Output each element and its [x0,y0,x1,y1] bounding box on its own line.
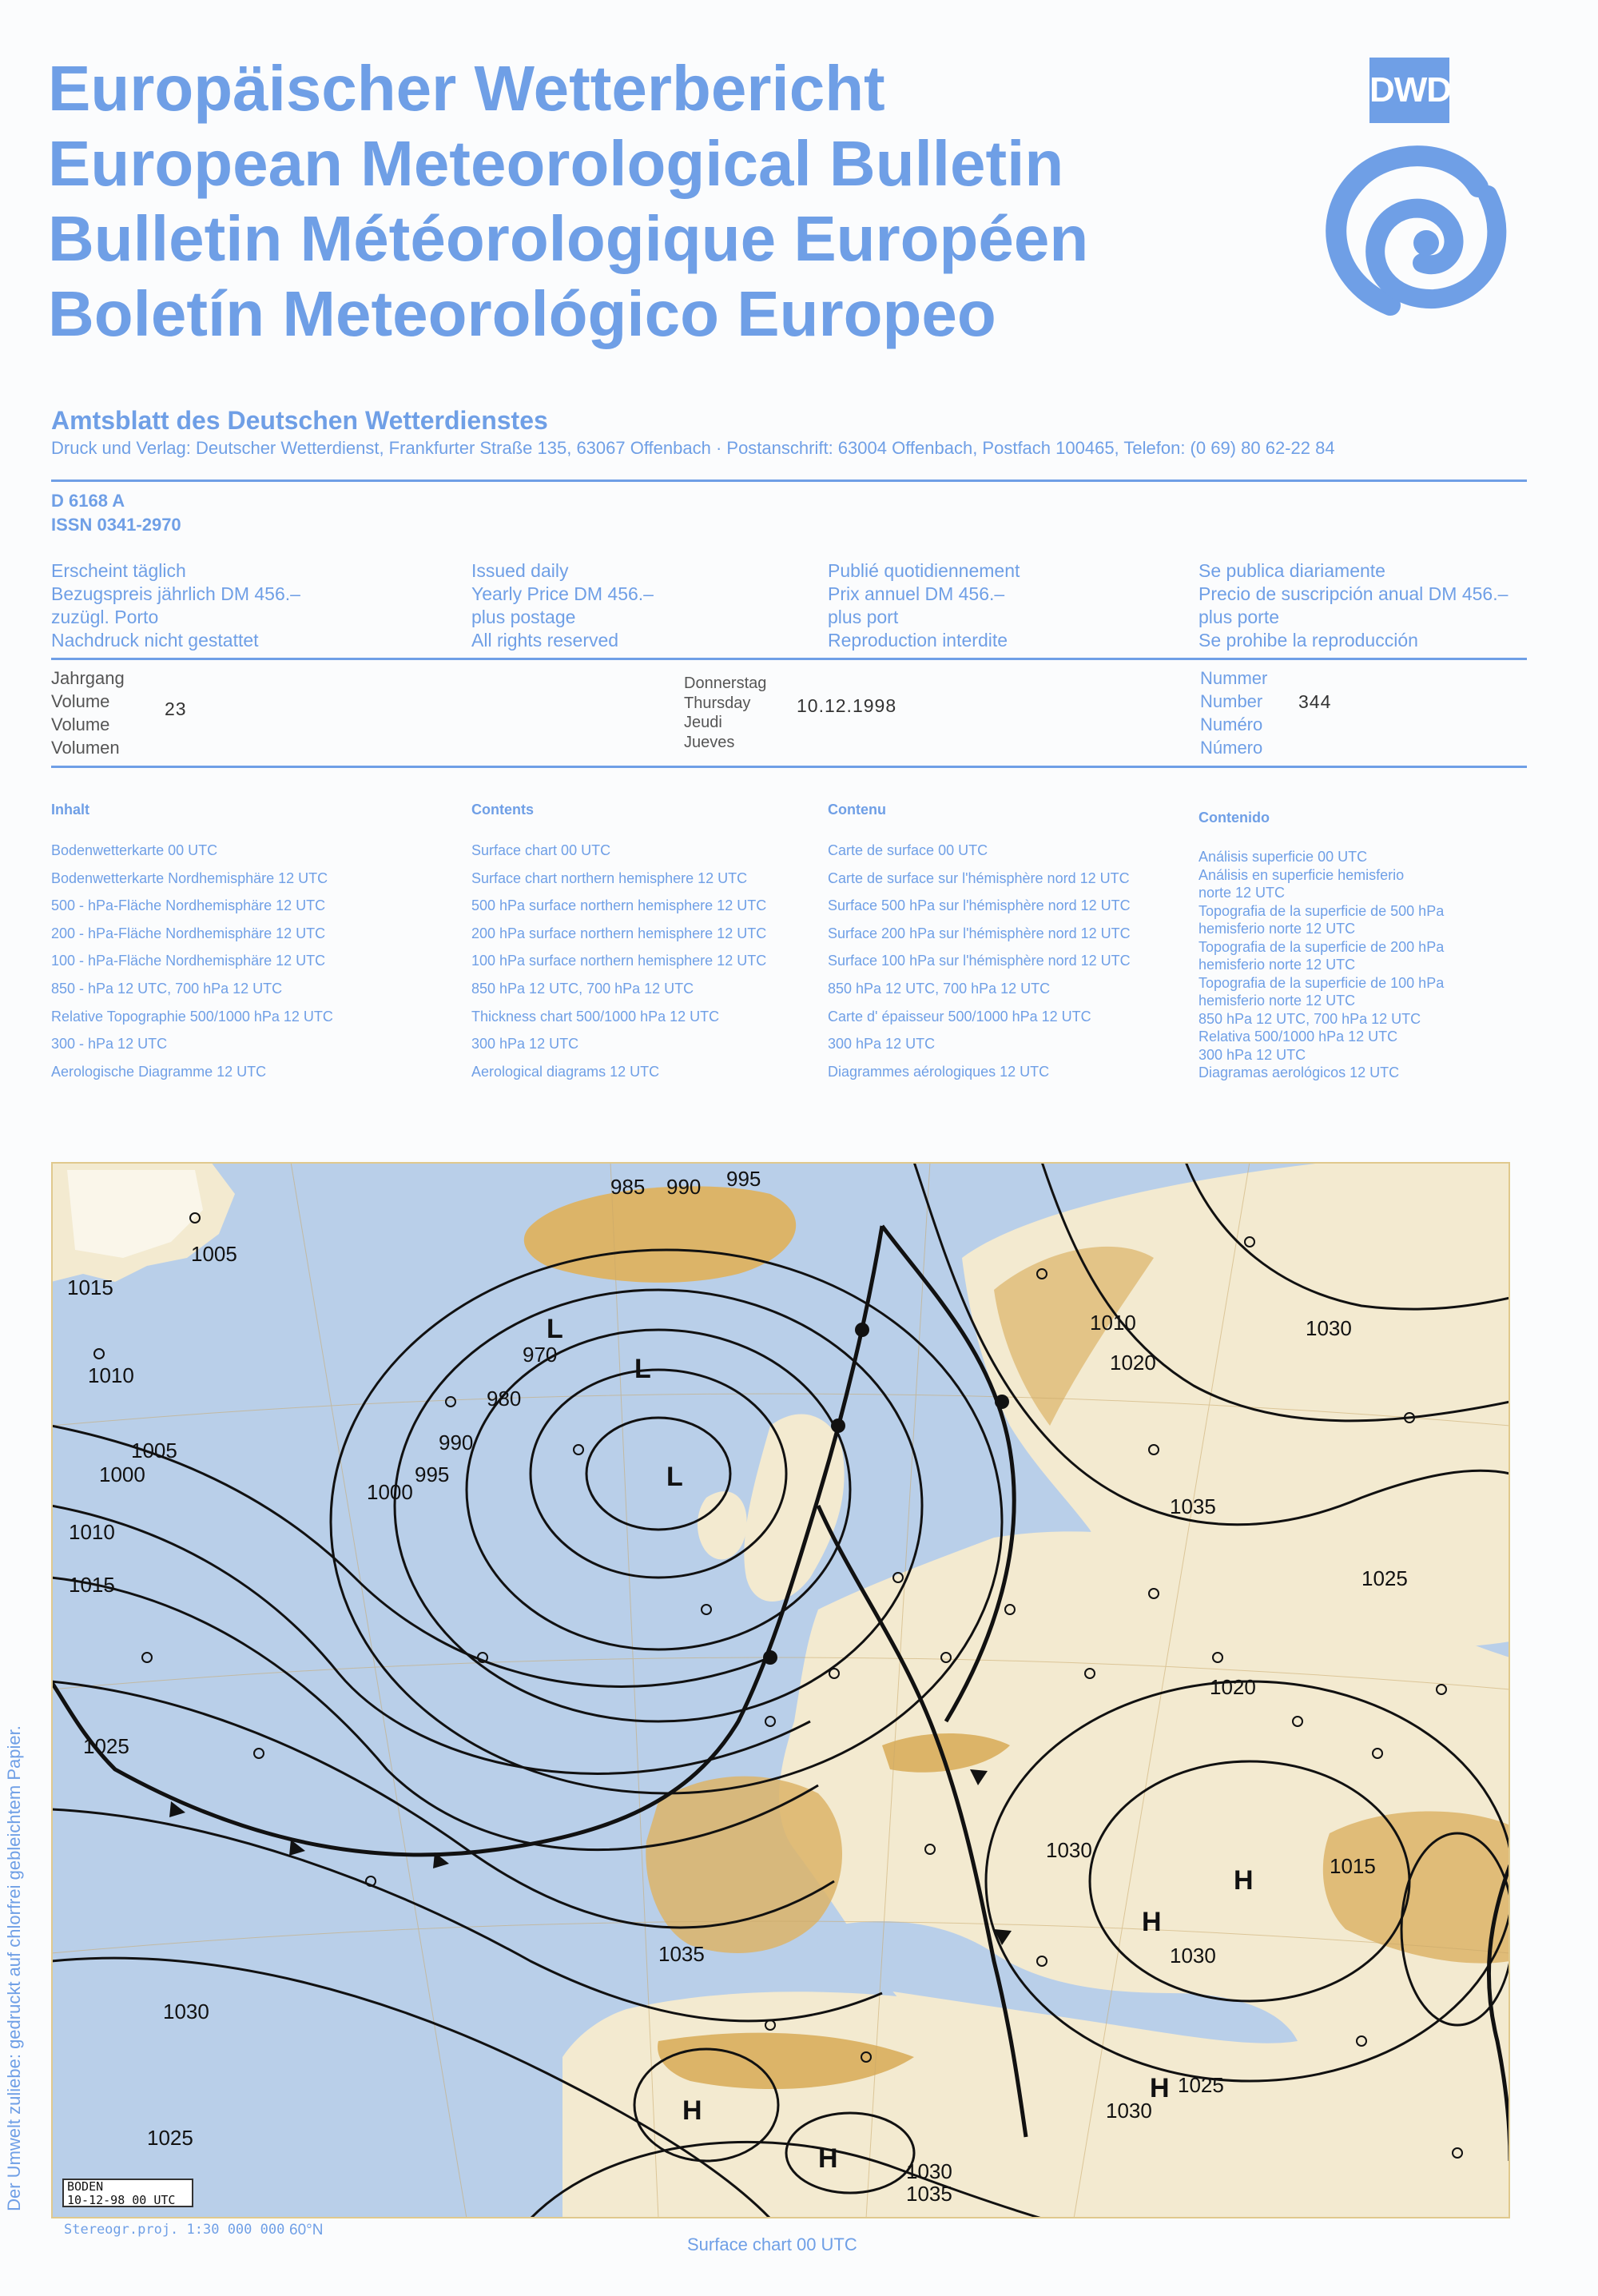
pressure-centre-high: H [818,2143,838,2174]
contents-item: 850 - hPa 12 UTC, 700 hPa 12 UTC [51,980,283,997]
terms-de-line: zuzügl. Porto [51,607,159,627]
terms-es [1198,559,1508,652]
isobar-label: 1030 [1306,1316,1352,1340]
contents-item: Surface 200 hPa sur l'hémisphère nord 12 UTC [828,925,1131,941]
issue-number: 344 [1298,691,1332,712]
contents-heading: Inhalt [51,802,89,818]
terms-en [471,559,654,652]
day-label: Donnerstag [684,674,767,692]
map-caption: Surface chart 00 UTC [687,2234,857,2254]
volume-value: 23 [165,698,187,719]
contents-item: Análisis superficie 00 UTC [1198,849,1368,865]
terms-de [51,559,300,652]
isobar-label: 1000 [367,1480,413,1504]
recycled-paper-note [4,1689,25,2248]
dwd-logo [1302,58,1542,337]
contents-item: Topografia de la superficie de 500 hPa [1198,902,1445,919]
isobar-label: 1025 [147,2126,193,2150]
divider [51,766,1527,768]
number-label: Number [1200,691,1263,711]
contents-item: Carte d' épaisseur 500/1000 hPa 12 UTC [828,1008,1091,1025]
title-de: Europäischer Wetterbericht [48,53,885,124]
isobar-label: 1010 [69,1520,115,1544]
isobar-label: 995 [726,1167,761,1191]
day-label: Jeudi [684,714,722,731]
contents-item: 850 hPa 12 UTC, 700 hPa 12 UTC [828,980,1051,997]
contents-item: Topografia de la superficie de 200 hPa [1198,938,1445,955]
isobar-label: 1030 [163,2000,209,2023]
isobar-label: 1035 [658,1942,705,1966]
number-label: Nummer [1200,668,1268,688]
terms-en-line: Yearly Price DM 456.– [471,583,654,604]
contents-es [1198,810,1444,1082]
terms-fr-line: plus port [828,607,899,627]
day-label: Thursday [684,694,751,712]
contents-item: Diagrammes aérologiques 12 UTC [828,1063,1050,1080]
chart-stamp [62,2179,193,2207]
terms-fr-line: Prix annuel DM 456.– [828,583,1005,604]
terms-en-line: plus postage [471,607,576,627]
title-fr: Bulletin Météorologique Européen [48,203,1089,274]
pressure-centre-low: L [547,1314,563,1344]
contents-item: Thickness chart 500/1000 hPa 12 UTC [471,1008,720,1025]
pressure-centre-low: L [666,1462,683,1492]
isobar-label: 1035 [906,2182,952,2206]
isobar-label: 1010 [88,1363,134,1387]
contents-item: Topografia de la superficie de 100 hPa [1198,974,1445,991]
volume-label: Volume [51,691,110,711]
stamp-line: BODEN [67,2179,104,2194]
isobar-label: 1010 [1090,1311,1136,1335]
isobar-label: 1035 [1170,1494,1216,1518]
contents-item: Diagramas aerológicos 12 UTC [1198,1064,1400,1080]
contents-item: Surface chart 00 UTC [471,842,611,858]
terms-es-line: Se publica diariamente [1198,560,1385,581]
contents-item: 200 - hPa-Fläche Nordhemisphäre 12 UTC [51,925,326,941]
contents-de [51,802,333,1085]
isobar-label: 1030 [1046,1838,1092,1862]
volume-label: Jahrgang [51,668,125,688]
contents-item: Carte de surface sur l'hémisphère nord 12 UTC [828,869,1130,886]
number-labels [1200,667,1267,759]
divider [51,479,1527,482]
contents-item: hemisferio norte 12 UTC [1198,957,1356,973]
day-labels [684,674,766,752]
pressure-centre-high: H [1142,1907,1162,1937]
contents-item: 500 - hPa-Fläche Nordhemisphäre 12 UTC [51,897,326,914]
publication-ids [51,489,181,537]
contents-heading: Contenido [1198,810,1270,826]
contents-item: 100 - hPa-Fläche Nordhemisphäre 12 UTC [51,953,326,969]
issn: ISSN 0341-2970 [51,515,181,535]
contents-item: 200 hPa surface northern hemisphere 12 UTC [471,925,767,941]
contents-item: 300 hPa 12 UTC [828,1036,936,1052]
contents-item: 850 hPa 12 UTC, 700 hPa 12 UTC [471,980,694,997]
publisher-line: Druck und Verlag: Deutscher Wetterdienst, Frankfurter Straße 135, 63067 Offenbach · Postanschrift: 63004 Offenbach, Postfach 100465, Telefon: (0 69) 80 62-22 84 [51,438,1335,458]
terms-es-line: Precio de suscripción anual DM 456.– [1198,583,1509,604]
terms-fr-line: Publié quotidiennement [828,560,1020,581]
title-en: European Meteorological Bulletin [48,128,1064,199]
terms-de-line: Erscheint täglich [51,560,186,581]
divider [51,658,1527,660]
contents-item: Análisis en superficie hemisferio [1198,866,1405,883]
contents-item: Surface 500 hPa sur l'hémisphère nord 12 UTC [828,897,1131,914]
isobar-label: 1030 [1170,1944,1216,1968]
terms-de-line: Bezugspreis jährlich DM 456.– [51,583,300,604]
contents-item: Relative Topographie 500/1000 hPa 12 UTC [51,1008,333,1025]
contents-item: 300 hPa 12 UTC [1198,1046,1306,1063]
terms-en-line: Issued daily [471,560,569,581]
isobar-label: 970 [523,1343,558,1367]
contents-item: Bodenwetterkarte Nordhemisphäre 12 UTC [51,869,328,886]
official-gazette [51,404,1529,460]
bulletin-titles [48,51,1294,352]
isobar-label: 1020 [1110,1351,1156,1375]
contents-item: 850 hPa 12 UTC, 700 hPa 12 UTC [1198,1010,1421,1027]
isobar-label: 985 [610,1175,646,1199]
isobar-label: 1000 [99,1462,145,1486]
isobar-label: 1015 [1330,1854,1376,1878]
contents-item: 300 - hPa 12 UTC [51,1036,168,1052]
contents-item: Surface 100 hPa sur l'hémisphère nord 12 UTC [828,953,1131,969]
isobar-label: 1015 [69,1573,115,1597]
volume-label: Volumen [51,738,120,758]
isobar-label: 1005 [191,1242,237,1266]
sideprint-line: Der Umwelt zuliebe: gedruckt auf chlorfrei gebleichtem Papier. [4,1725,24,2211]
contents-fr [828,802,1131,1085]
d-number: D 6168 A [51,491,125,511]
number-label: Número [1200,738,1263,758]
contents-item: Aerologische Diagramme 12 UTC [51,1063,267,1080]
contents-en [471,802,766,1085]
contents-item: Carte de surface 00 UTC [828,842,988,858]
isobar-label: 1025 [83,1734,129,1758]
title-es: Boletín Meteorológico Europeo [48,278,996,349]
issue-date: 10.12.1998 [797,695,897,716]
isobar-label: 1030 [906,2159,952,2183]
isobar-label: 1025 [1178,2073,1224,2097]
volume-labels [51,667,125,759]
contents-heading: Contenu [828,802,886,818]
contents-item: Surface chart northern hemisphere 12 UTC [471,869,748,886]
dwd-logo-text: DWD [1369,58,1449,123]
volume-label: Volume [51,714,110,734]
terms-es-line: Se prohibe la reproducción [1198,630,1418,651]
contents-heading: Contents [471,802,534,818]
contents-item: hemisferio norte 12 UTC [1198,921,1356,937]
day-label: Jueves [684,733,735,751]
isobar-label: 1015 [67,1275,113,1299]
contents-item: Relativa 500/1000 hPa 12 UTC [1198,1029,1398,1045]
isobar-label: 980 [487,1387,522,1411]
contents-item: norte 12 UTC [1198,885,1286,901]
contents-item: Aerological diagrams 12 UTC [471,1063,660,1080]
terms-en-line: All rights reserved [471,630,619,651]
contents-item: 100 hPa surface northern hemisphere 12 UTC [471,953,767,969]
isobar-label: 1025 [1361,1566,1408,1590]
contents-item: 500 hPa surface northern hemisphere 12 UTC [471,897,767,914]
isobar-label: 1005 [131,1438,177,1462]
latitude-note: 60°N [289,2222,324,2238]
stamp-line: 10-12-98 00 UTC [67,2193,176,2207]
number-label: Numéro [1200,714,1263,734]
isobar-label: 1020 [1210,1675,1256,1699]
isobar-label: 995 [415,1462,450,1486]
isobar-label: 990 [666,1175,702,1199]
projection-note: Stereogr.proj. 1:30 000 000 [64,2222,285,2238]
terms-es-line: plus porte [1198,607,1280,627]
pressure-centre-low: L [634,1354,651,1384]
contents-item: hemisferio norte 12 UTC [1198,993,1356,1009]
pressure-centre-high: H [1150,2073,1170,2103]
swirl-logo-icon [1302,123,1542,339]
terms-de-line: Nachdruck nicht gestattet [51,630,259,651]
isobar-label: 1030 [1106,2099,1152,2123]
gazette-heading: Amtsblatt des Deutschen Wetterdienstes [51,406,548,435]
map-frame [51,1162,1510,2218]
isobar-label: 990 [439,1431,474,1454]
terms-fr [828,559,1020,652]
pressure-centre-high: H [1234,1865,1254,1896]
terms-fr-line: Reproduction interdite [828,630,1008,651]
contents-item: 300 hPa 12 UTC [471,1036,579,1052]
contents-item: Bodenwetterkarte 00 UTC [51,842,218,858]
pressure-centre-high: H [682,2095,702,2126]
